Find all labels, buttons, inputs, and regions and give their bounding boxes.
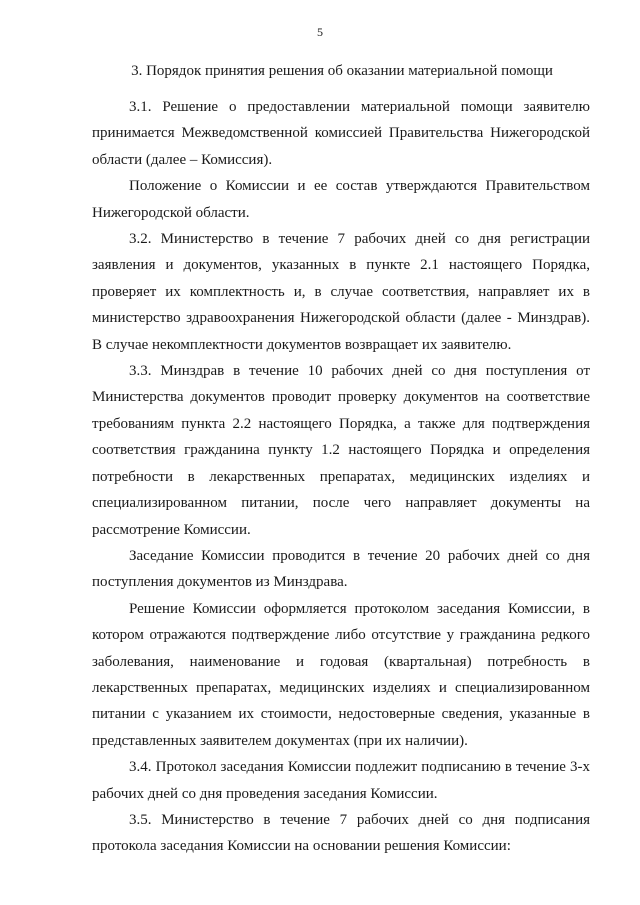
section-heading: 3. Порядок принятия решения об оказании материальной помощи [131,63,553,79]
paragraph-3-3: 3.3. Минздрав в течение 10 рабочих дней со дня поступления от Министерства документов проводит проверку документов на соответствие требованиям пункта 2.2 настоящего Порядка, а также для подтверждения соответствия гражданина пункту 1.2 настоящего Порядка и определения потребности в лекарственных препаратах, медицинских изделиях и специализированном питании, после чего направляет документы на рассмотрение Комиссии. [92,363,590,538]
paragraph-commission-regulation: Положение о Комиссии и ее состав утверждаются Правительством Нижегородской области. [92,178,590,221]
paragraph-3-2: 3.2. Министерство в течение 7 рабочих дней со дня регистрации заявления и документов, указанных в пункте 2.1 настоящего Порядка, проверяет их комплектность и, в случае соответствия, направляет их в министерство здравоохранения Нижегородской области (далее - Минздрав). В случае некомплектности документов возвращает их заявителю. [92,231,590,353]
paragraph-3-1: 3.1. Решение о предоставлении материальной помощи заявителю принимается Межведомственной комиссией Правительства Нижегородской области (далее – Комиссия). [92,99,590,168]
section-body [92,94,590,860]
page-number: 5 [317,25,323,39]
paragraph-commission-meeting: Заседание Комиссии проводится в течение 20 рабочих дней со дня поступления документов из Минздрава. [92,547,590,591]
paragraph-3-5: 3.5. Министерство в течение 7 рабочих дней со дня подписания протокола заседания Комиссии на основании решения Комиссии: [92,811,590,855]
paragraph-3-4: 3.4. Протокол заседания Комиссии подлежит подписанию в течение 3-х рабочих дней со дня проведения заседания Комиссии. [92,759,590,802]
paragraph-commission-decision: Решение Комиссии оформляется протоколом заседания Комиссии, в котором отражаются подтверждение либо отсутствие у гражданина редкого заболевания, наименование и годовая (квартальная) потребность в лекарственных препаратах, медицинских изделиях и специализированном питании с указанием их стоимости, недостоверные сведения, указанные в представленных заявителем документах (при их наличии). [92,600,590,749]
